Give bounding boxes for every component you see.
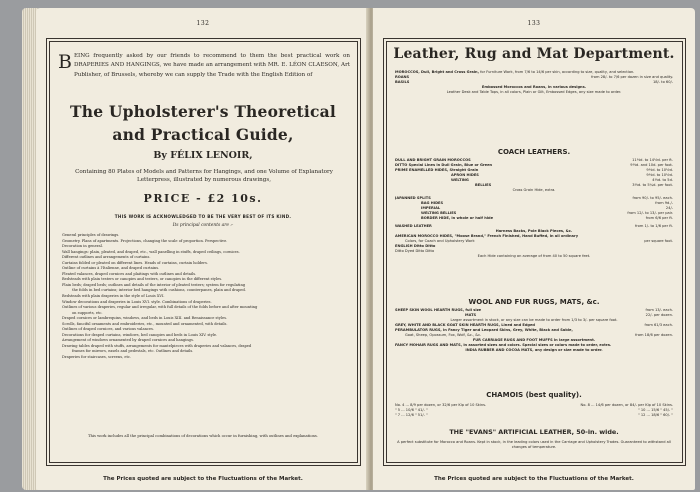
item-label: IMPERIAL <box>421 206 441 210</box>
table-row: FUR CARRIAGE RUGS AND FOOT MUFFS in large assortment. <box>472 338 596 342</box>
list-item: Scrolls, fanciful ornaments and embroideries, etc., mounted and ornamented, with details. <box>62 321 228 326</box>
intro-paragraph <box>58 52 350 80</box>
item-label: JAPANNED SPLITS <box>395 196 431 200</box>
left-page-number: 132 <box>196 20 210 27</box>
chamois-heading: CHAMOIS (best quality). <box>486 391 582 399</box>
list-item: on supports, etc. <box>72 310 103 315</box>
item-label: FANCY MOHAIR RUGS AND MATS, in assorted sizes and colors. Special sizes or colors made to order, extra. <box>395 343 612 347</box>
table-row <box>395 348 673 353</box>
item-label: DULL AND BRIGHT GRAIN MOROCCOS <box>395 158 471 162</box>
list-item: Outline of curtains à l'Italienne, and draped curtains. <box>62 266 160 271</box>
chamois-right: " 10 ... 15/6 " 45/- " <box>638 408 673 412</box>
chamois-left: " 7 ... 12/6 " 51/- " <box>395 413 428 417</box>
item-detail: from 28/- to 7/6 per dozen in size and quality. <box>591 75 673 79</box>
item-price: from 90/- to 95/- each. <box>632 196 673 200</box>
list-item: Bedsteads with plain testers or canopies and testers, or canopies in the different styles. <box>62 277 223 282</box>
contents-list <box>62 233 342 361</box>
book-title-line-1: The Upholsterer's Theoretical <box>70 102 336 121</box>
list-item: Wall hangings: plain, pleated, and draped, etc., wall panelling in stuffs, draped ceilings, cornices. <box>62 249 240 254</box>
list-item: Bedsteads with plain draperies in the style of Louis XVI. <box>62 294 165 299</box>
list-item: Outlines of draped cornices, and various valances. <box>62 327 155 332</box>
item-label: DITTO Special Lines in Dull Grain, Blue or Green <box>395 163 493 167</box>
item-label: Goat, Sheep, Opossum, Fox, Wolf, &c., &c. <box>405 333 482 337</box>
list-item: Leather Desk and Table Tops, in all colors, Plain or Gilt, Embossed Edges, any size made to order. <box>446 90 622 94</box>
wool-fur-heading: WOOL AND FUR RUGS, MATS, &c. <box>468 298 600 306</box>
item-price: 24/- <box>665 206 673 210</box>
item-label: ROANS <box>395 75 410 79</box>
item-price: 4½d. to 5d. <box>652 178 673 182</box>
closing-note: This work includes all the principal combinations of decorations which occur in furnishing, with outlines and explanations. <box>88 434 318 438</box>
list-item: Arrangement of windows ornamented by draped cornices and hangings. <box>62 338 194 343</box>
table-row <box>395 216 673 221</box>
item-label: Colors, for Coach and Upholstery Work <box>405 239 475 243</box>
moroccos-section <box>395 70 673 95</box>
left-footer: The Prices quoted are subject to the Fluctuations of the Market. <box>103 476 303 482</box>
right-page <box>373 8 695 490</box>
list-item: Different outlines and arrangements of curtains. <box>62 255 151 260</box>
item-label: MATS <box>465 313 477 317</box>
list-item: Draperies for staircases, screens, etc. <box>62 355 132 360</box>
item-price: per square foot. <box>644 239 673 243</box>
item-label: BAG HIDES <box>421 201 444 205</box>
item-label: AMERICAN MOROCCO HIDES, "Moose Brand," French Finished, Hand Buffed, in all ordinary <box>395 234 579 238</box>
item-label: BORDER HIDE, in whole or half hide <box>421 216 494 220</box>
table-row: Larger assortment in stock, or any size can be made to order from 1/3 to 3/- per square foot. <box>450 318 618 322</box>
contents-heading: Its principal contents are :- <box>172 223 234 228</box>
table-row: Harness Backs, Pole Black Pieces, &c. <box>495 229 573 233</box>
item-label: WASHED LEATHER <box>395 224 432 228</box>
list-item: frames for mirrors, easels and pedestals, etc. Outlines and details. <box>72 349 194 354</box>
open-book <box>22 8 698 490</box>
item-detail: for Furniture Work, from 7/6 to 14/6 per skin, according to size, quality, and selection. <box>480 70 635 74</box>
item-price: from 9d./- <box>655 201 673 205</box>
list-item: Curtains folded or pleated on different lines. Heads of curtains, curtain holders. <box>62 260 209 265</box>
list-item: the folds in bed curtains; interior bed hangings with cushions, counterpanes, plain and draped. <box>72 288 246 293</box>
item-label: MOROCCOS, Dull, Bright and Cross Grain, <box>395 70 479 74</box>
item-label: WELTING BELLIES <box>421 211 457 215</box>
chamois-left: " 5 ... 10/6 " 41/- " <box>395 408 428 412</box>
intro-text: EING frequently asked by our friends to recommend to them the best practical work on DRAPERIES AND HANGINGS, we have made an arrangement with MR. E. LÉON CLAESON, Art Publisher, of Brussels, whereby we can supply the Trade with the English Edition of <box>73 53 350 78</box>
right-page-number: 133 <box>527 20 541 27</box>
item-label: INDIA RUBBER AND COCOA MATS, any design or size made to order. <box>465 348 603 352</box>
table-row: Cross Grain Hide, extra. <box>512 188 556 192</box>
item-label: BASILS <box>395 80 410 84</box>
chamois-right: " 12 ... 18/6 " 60/- " <box>638 413 673 417</box>
list-item: Plain beds; draped beds; outlines and details of the interior of pleated testers; system for regulating <box>62 282 246 287</box>
list-item: Decoration in general. <box>62 244 103 249</box>
drop-cap: B <box>58 51 72 73</box>
item-label: Ditto Dyed Ditto Ditto <box>395 249 435 253</box>
list-item: Outlines of various draperies, regular and irregular, with full details of the folds before and after mounting <box>62 305 258 310</box>
list-item: Pleated valances, draped cornices and plaitings with outlines and details. <box>62 271 197 276</box>
item-price: 9½d. to 10½d. <box>646 168 673 172</box>
list-item: General principles of drawings. <box>62 233 120 237</box>
price-line: PRICE - £2 10s. <box>143 192 263 205</box>
list-item: Window decorations and draperies in Louis XVI. style. Combinations of draperies. <box>62 299 212 304</box>
chamois-section <box>395 403 673 418</box>
list-item: Geometry. Plans of apartments. Projections, changing the scale of proportion. Perspective. <box>62 238 228 243</box>
item-label: BELLIES <box>475 183 492 187</box>
item-price: 3½d. to 5¼d. per foot. <box>632 183 673 187</box>
coach-leathers-heading: COACH LEATHERS. <box>497 148 571 156</box>
item-price: from 13/- each. <box>645 308 673 312</box>
department-title: Leather, Rug and Mat Department. <box>393 46 675 62</box>
item-label: WELTING <box>451 178 469 182</box>
table-row <box>395 413 673 418</box>
item-label: APRON HIDES <box>451 173 479 177</box>
book-title <box>48 100 358 146</box>
item-price: 22/- per dozen. <box>645 313 673 317</box>
item-price: 11½d. to 14½d. per ft. <box>632 158 673 162</box>
item-label: ENGLISH Ditto Ditto <box>395 244 436 248</box>
containing-description: Containing 80 Plates of Models and Patterns for Hangings, and one Volume of Explanatory Letterpress, illustrated by numerous drawings, <box>75 169 333 184</box>
item-label: SHEEP SKIN WOOL HEARTH RUGS, full size <box>395 308 482 312</box>
list-item: Decorations for draped curtains, windows, bed canopies and beds in Louis XIV. style. <box>62 332 218 337</box>
item-price: from 18/6 per dozen. <box>635 333 673 337</box>
evans-description: A perfect substitute for Morocco and Roans. Kept in stock, in the leading colors used in the Carriage and Upholstery Trades. Guaranteed to withstand all changes of temperature. <box>397 440 671 449</box>
book-title-line-2: and Practical Guide, <box>112 125 294 144</box>
acknowledgement-line: THIS WORK IS ACKNOWLEDGED TO BE THE VERY BEST OF ITS KIND. <box>114 214 292 219</box>
wool-fur-section <box>395 308 673 353</box>
item-price: from 61/3 each. <box>644 323 673 327</box>
author-line: By FÉLIX LENOIR, <box>153 150 253 161</box>
list-item: Embossed Moroccos and Roans, in various designs. <box>481 85 587 89</box>
chamois-left: No. 4 ... 8/9 per dozen, or 32/6 per Kip of 10 Skins. <box>395 403 487 407</box>
item-price: from 12/- to 13/- per pair. <box>627 211 673 215</box>
right-footer: The Prices quoted are subject to the Fluctuations of the Market. <box>434 476 634 482</box>
item-detail: 18/- to 60/- <box>652 80 673 84</box>
list-item: Drawing tables draped with stuffs, arrangements for mantelpieces with draperies and valances, draped <box>62 343 252 348</box>
evans-heading: THE "EVANS" ARTIFICIAL LEATHER, 50-in. wide. <box>449 428 619 436</box>
list-item: Draped cornices or lambrequins, windows, and beds in Louis XIII. and Renaissance styles. <box>62 316 228 321</box>
item-label: GREY, WHITE AND BLACK GOAT SKIN HEARTH RUGS, Lined and Edged <box>395 323 536 327</box>
left-page <box>36 8 370 490</box>
item-label: PRIME ENAMELLED HIDES, Straight Grain <box>395 168 479 172</box>
chamois-right: No. 8 ... 14/6 per dozen, or 84/- per Kip of 10 Skins. <box>580 403 673 407</box>
table-row: Each Hide containing an average of from 40 to 50 square feet. <box>477 254 591 258</box>
item-label: PERAMBULATOR RUGS, in Fancy Tiger and Leopard Skins, Grey, White, Black and Sable, <box>395 328 573 332</box>
item-price: 9½d. and 10d. per foot. <box>630 163 673 167</box>
item-price: 9½d. to 10½d. <box>646 173 673 177</box>
item-price: from 6/6 per ft. <box>645 216 673 220</box>
item-price: from 1/- to 1/6 per ft. <box>635 224 673 228</box>
coach-leathers-section <box>395 158 673 259</box>
